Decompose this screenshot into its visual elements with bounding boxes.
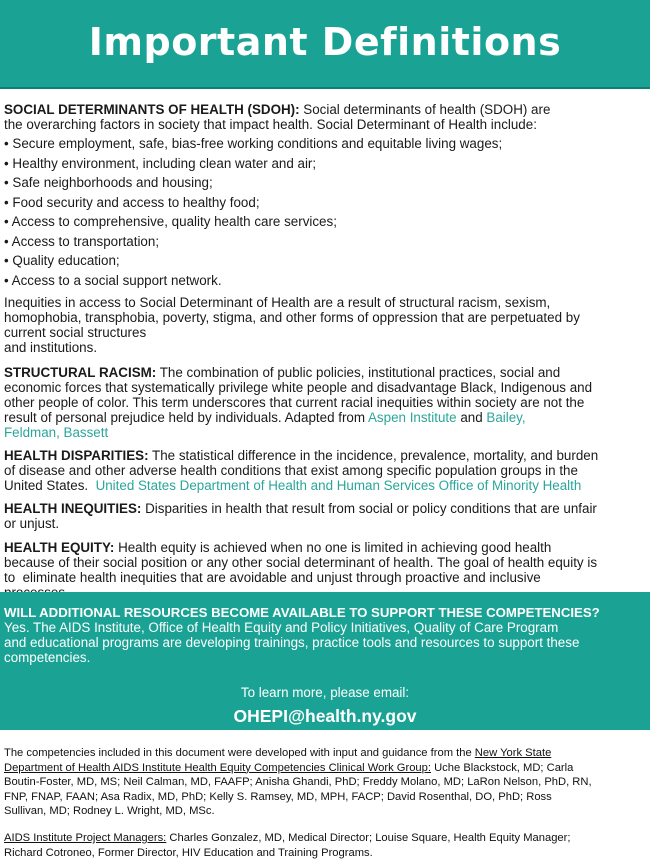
sdoh-definition: [4, 102, 644, 132]
project-managers-line1: Charles Gonzalez, MD, Medical Director; Louise Square, Health Equity Manager;: [166, 831, 571, 844]
he-line2: because of their social position or any other social determinant of health. The goal of health equity is: [4, 554, 598, 570]
footer-credits: [4, 746, 640, 860]
health-inequities-term: HEALTH INEQUITIES:: [4, 501, 142, 517]
list-item: • Access to comprehensive, quality health care services;: [4, 214, 644, 234]
list-item: • Secure employment, safe, bias-free working conditions and equitable living wages;: [4, 136, 644, 156]
he-line1: Health equity is achieved when no one is limited in achieving good health: [114, 539, 552, 555]
work-group-link-part2[interactable]: Department of Health AIDS Institute Health Equity Competencies Clinical Work Group:: [4, 761, 431, 774]
structural-racism-term: STRUCTURAL RACISM:: [4, 364, 157, 380]
list-item: • Safe neighborhoods and housing;: [4, 175, 644, 195]
answer-line1: Yes. The AIDS Institute, Office of Health Equity and Policy Initiatives, Quality of Care Program: [4, 620, 559, 635]
ineq-line3: current social structures: [4, 325, 147, 341]
health-disparities-term: HEALTH DISPARITIES:: [4, 448, 149, 464]
resources-banner: [0, 592, 650, 730]
sr-and: and: [456, 409, 487, 425]
sr-line1: The combination of public policies, institutional practices, social and: [156, 364, 561, 380]
answer-line2: and educational programs are developing trainings, practice tools and resources to support these: [4, 635, 580, 650]
ineq-line4: and institutions.: [4, 340, 98, 356]
project-managers-label: AIDS Institute Project Managers:: [4, 831, 167, 844]
answer-line3: competencies.: [4, 650, 91, 665]
ineq-line1: Inequities in access to Social Determinant of Health are a result of structural racism, sexism,: [4, 295, 551, 311]
health-inequities-definition: [4, 501, 644, 531]
list-item: • Food security and access to healthy food;: [4, 195, 644, 215]
sdoh-inequities-paragraph: [4, 295, 644, 355]
header-banner: [0, 0, 650, 89]
sr-line3: other people of color. This term underscores that current racial inequities within society are not the: [4, 394, 585, 410]
hi-line2: or unjust.: [4, 516, 60, 532]
list-item: • Quality education;: [4, 253, 644, 273]
definitions-section: [4, 102, 644, 600]
sdoh-intro-line2: the overarching factors in society that impact health. Social Determinant of Health include:: [4, 117, 537, 133]
work-group-credits: [4, 746, 640, 819]
hhs-minority-health-link[interactable]: United States Department of Health and Human Services Office of Minority Health: [95, 478, 582, 494]
credits-line2: Uche Blackstock, MD; Carla: [430, 761, 574, 774]
health-equity-definition: [4, 540, 644, 600]
credits-line4: FNP, FNAP, FAAN; Asa Radix, MD, PhD; Kelly S. Ramsey, MD, MPH, FACP; David Rosenthal, DO, PhD; Ross: [4, 790, 552, 803]
contact-email-link[interactable]: OHEPI@health.ny.gov: [233, 706, 417, 726]
hd-line2: of disease and other adverse health conditions that exist among specific population groups in the: [4, 463, 578, 479]
resources-question: WILL ADDITIONAL RESOURCES BECOME AVAILABLE TO SUPPORT THESE COMPETENCIES?: [4, 605, 600, 620]
structural-racism-definition: [4, 365, 644, 440]
health-equity-term: HEALTH EQUITY:: [4, 539, 115, 555]
hd-line1: The statistical difference in the incidence, prevalence, mortality, and burden: [148, 448, 599, 464]
aspen-institute-link[interactable]: Aspen Institute: [368, 409, 457, 425]
he-line3: to eliminate health inequities that are avoidable and unjust through proactive and inclusive: [4, 569, 541, 585]
sr-line4: result of personal prejudice held by individuals. Adapted from: [4, 409, 368, 425]
page-title: Important Definitions: [88, 20, 562, 64]
project-managers-line2: Richard Cotroneo, Former Director, HIV Education and Training Programs.: [4, 846, 373, 859]
list-item: • Access to transportation;: [4, 234, 644, 254]
sr-line2: economic forces that systematically privilege white people and disadvantage Black, Indigenous and: [4, 379, 593, 395]
hd-line3: United States.: [4, 478, 96, 494]
sdoh-term: SOCIAL DETERMINANTS OF HEALTH (SDOH):: [4, 102, 300, 117]
ineq-line2: homophobia, transphobia, poverty, stigma, and other forms of oppression that are perpetuated by: [4, 310, 580, 326]
learn-more-text: To learn more, please email:: [240, 685, 410, 700]
credits-line3: Boutin-Foster, MD, MS; Neil Calman, MD, FAAFP; Anisha Ghandi, PhD; Freddy Molano, MD; LaRon Nelson, PhD, RN,: [4, 776, 592, 789]
work-group-link-part1[interactable]: New York State: [474, 747, 552, 759]
resources-answer: [4, 620, 646, 665]
list-item: • Healthy environment, including clean water and air;: [4, 156, 644, 176]
feldman-bassett-link[interactable]: Feldman, Bassett: [4, 424, 109, 440]
project-managers: [4, 831, 640, 860]
hi-line1: Disparities in health that result from social or policy conditions that are unfair: [141, 501, 597, 517]
health-disparities-definition: [4, 448, 644, 493]
credits-line5: Sullivan, MD; Rodney L. Wright, MD, MSc.: [4, 805, 215, 818]
sdoh-list: [4, 136, 644, 292]
credits-line1: The competencies included in this document were developed with input and guidance from the: [4, 747, 475, 759]
bailey-link[interactable]: Bailey,: [486, 409, 526, 425]
list-item: • Access to a social support network.: [4, 273, 644, 293]
sdoh-intro-line1: Social determinants of health (SDOH) are: [299, 102, 551, 117]
